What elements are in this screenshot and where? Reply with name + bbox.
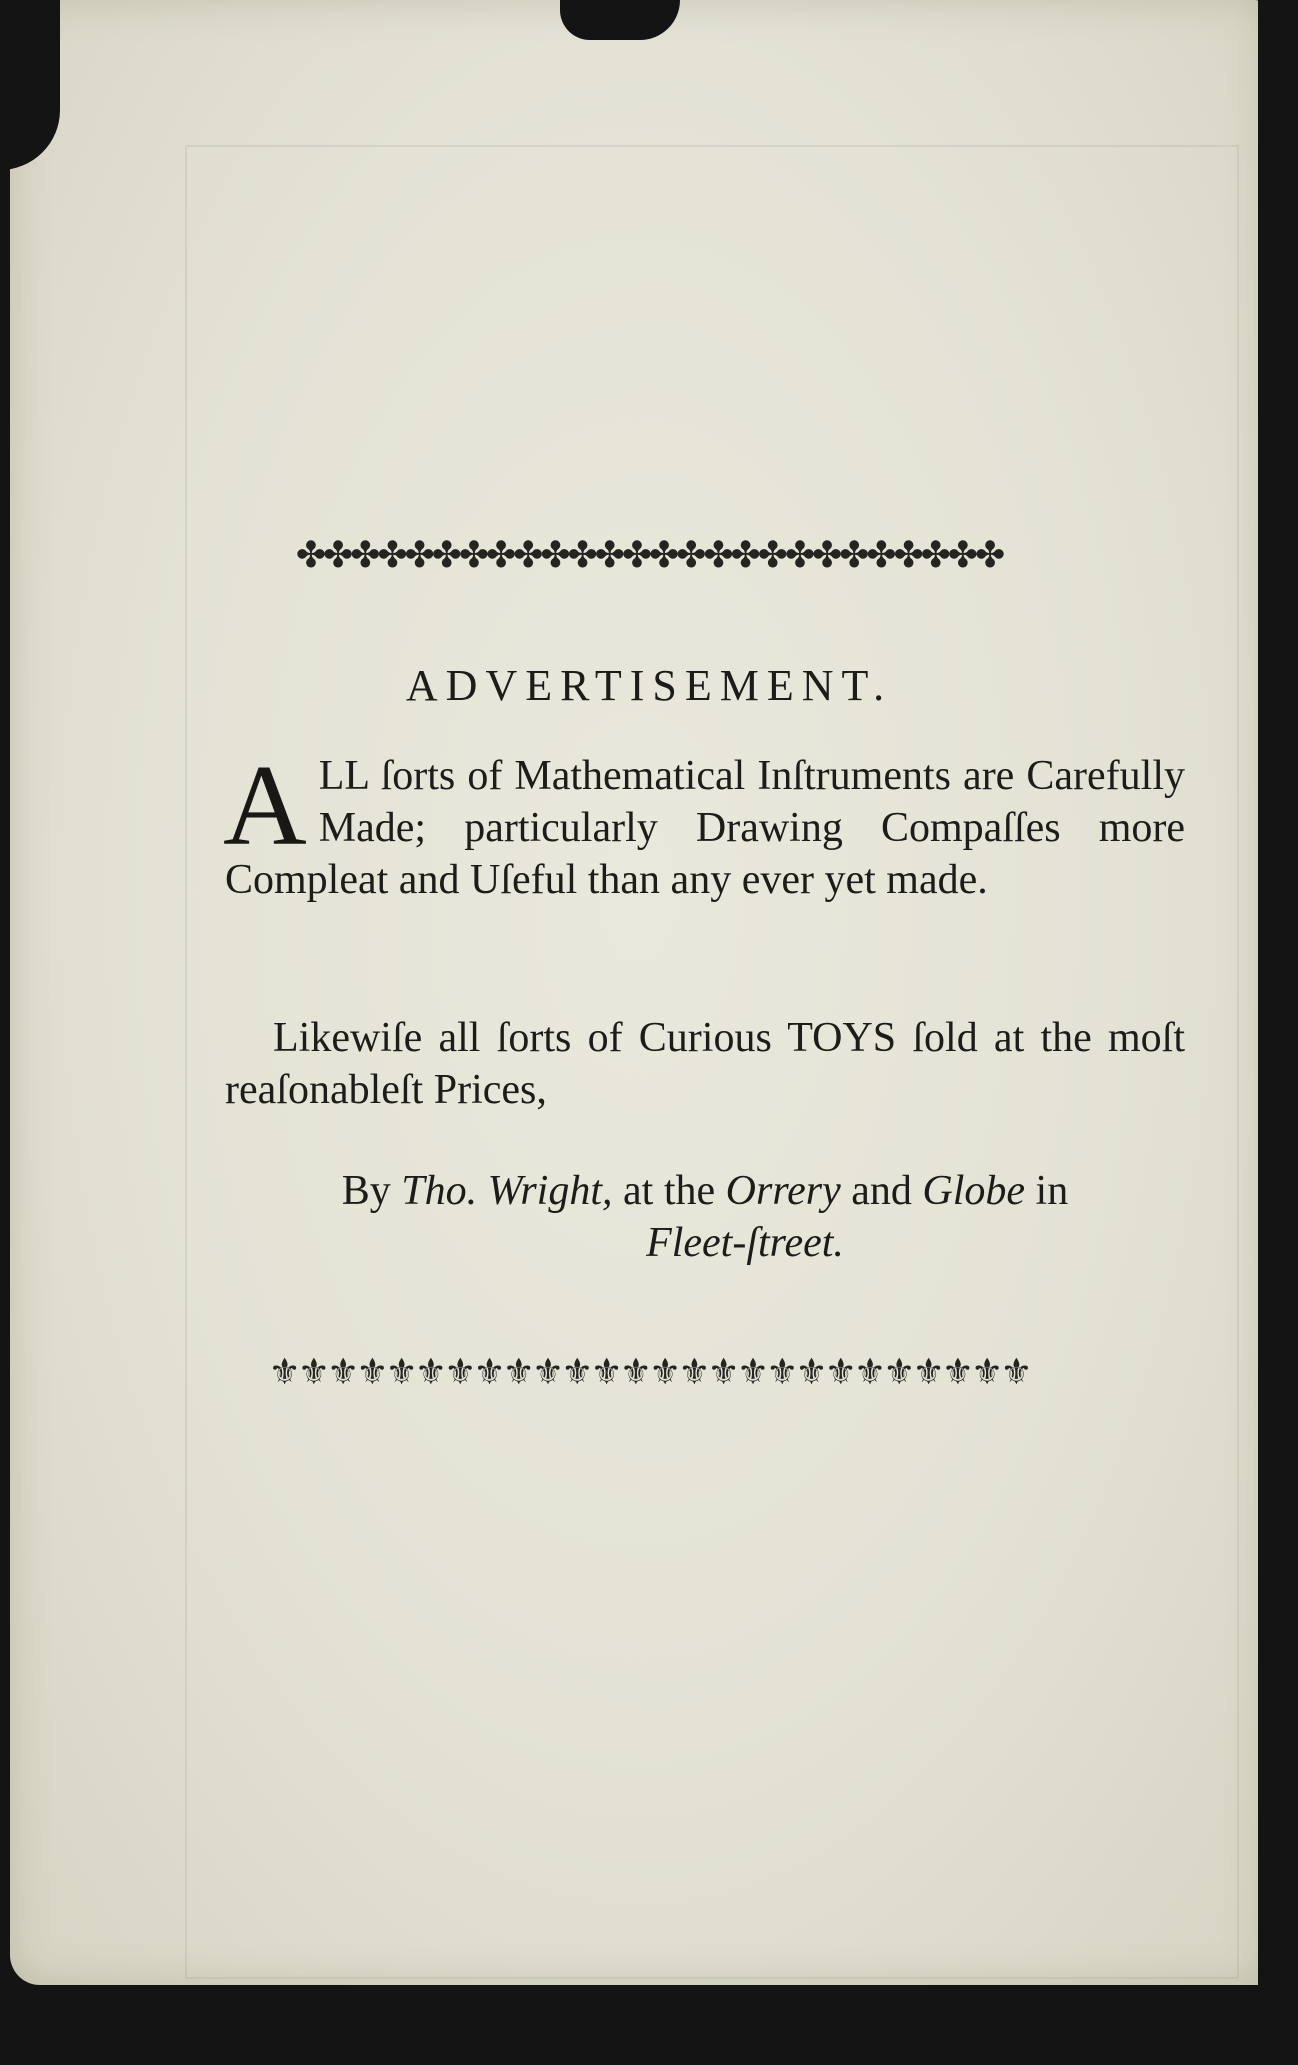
at-the: at the — [623, 1168, 716, 1214]
orrery-word: Orrery — [725, 1168, 841, 1214]
paragraph-instruments — [223, 742, 1185, 906]
paragraph-seller — [225, 1165, 1185, 1269]
ornament-rule-top: ✤✤✤✤✤✤✤✤✤✤✤✤✤✤✤✤✤✤✤✤✤✤✤✤✤✤ — [295, 535, 1003, 576]
street-name: Fleet-ſtreet. — [646, 1220, 844, 1266]
ornament-rule-bottom: ⚜⚜⚜⚜⚜⚜⚜⚜⚜⚜⚜⚜⚜⚜⚜⚜⚜⚜⚜⚜⚜⚜⚜⚜⚜⚜ — [268, 1352, 1030, 1393]
paragraph-instruments-text: LL ſorts of Mathematical Inſtruments are Carefully Made; particularly Drawing Compaſſes more Compleat and Uſeful than any ever yet made. — [225, 753, 1185, 903]
and-word: and — [851, 1168, 912, 1214]
page-bottom-edge — [0, 1985, 1298, 2065]
page-title: ADVERTISEMENT. — [405, 661, 893, 710]
drop-cap: A — [223, 742, 307, 870]
globe-word: Globe — [922, 1168, 1026, 1214]
binding-edge — [1258, 0, 1298, 2065]
by-word: By — [341, 1168, 391, 1214]
in-word: in — [1035, 1168, 1069, 1214]
paragraph-toys: Likewiſe all ſorts of Curious TOYS ſold at the moſt reaſonableſt Prices, — [225, 1015, 1185, 1113]
seller-name: Tho. Wright, — [401, 1168, 613, 1214]
